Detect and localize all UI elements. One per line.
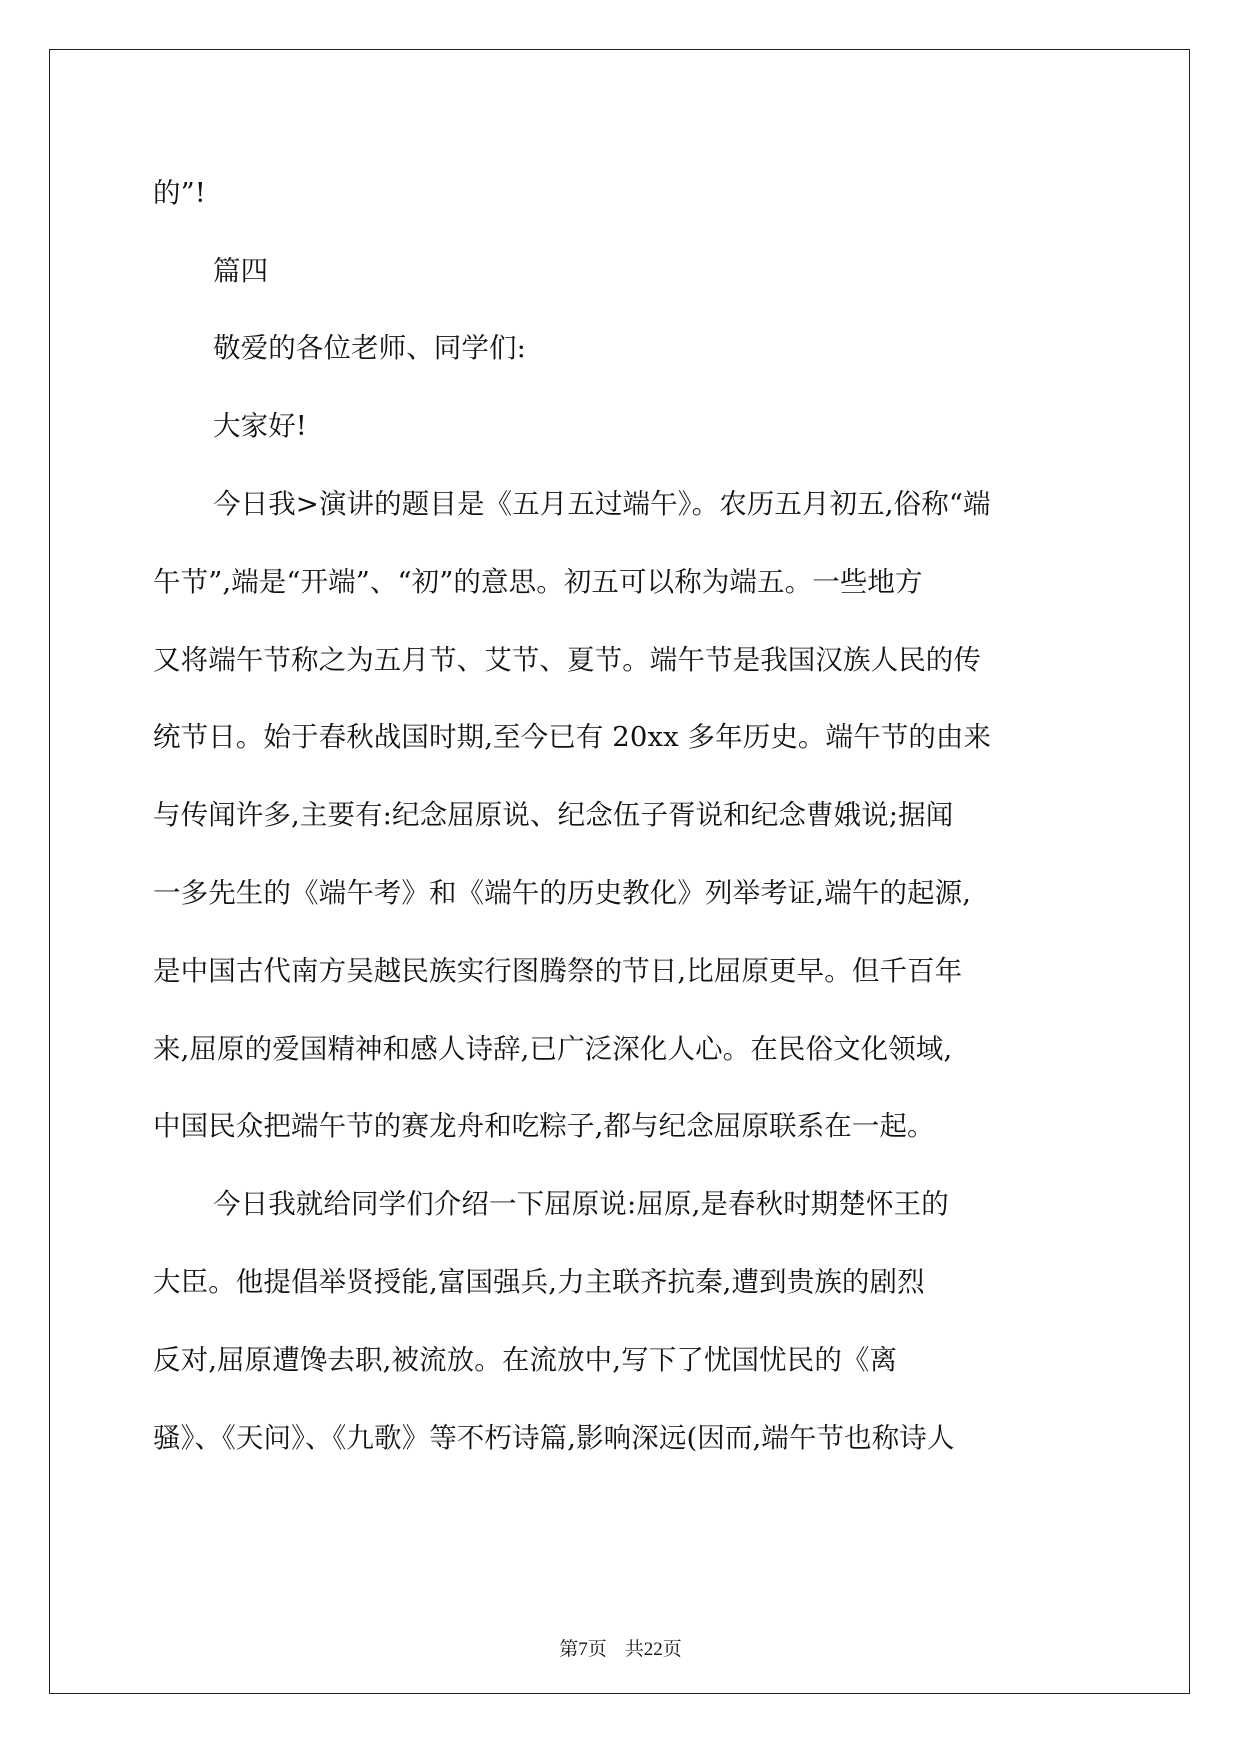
text-line: 来,屈原的爱国精神和感人诗辞,已广泛深化人心。在民俗文化领域,: [153, 1033, 953, 1065]
section-heading: 篇四: [213, 255, 269, 287]
text-line: 今日我>演讲的题目是《五月五过端午》。农历五月初五,俗称“端: [213, 488, 991, 520]
total-pages: 共22页: [624, 1639, 682, 1660]
salutation: 敬爱的各位老师、同学们:: [213, 332, 526, 364]
text-line: 的”!: [153, 177, 206, 209]
text-line: 中国民众把端午节的赛龙舟和吃粽子,都与纪念屈原联系在一起。: [153, 1110, 935, 1142]
text-line: 今日我就给同学们介绍一下屈原说:屈原,是春秋时期楚怀王的: [213, 1188, 949, 1220]
text-line: 统节日。始于春秋战国时期,至今已有 20xx 多年历史。端午节的由来: [153, 721, 992, 753]
page-footer: [0, 1634, 1241, 1661]
text-line: 与传闻许多,主要有:纪念屈原说、纪念伍子胥说和纪念曹娥说;据闻: [153, 799, 954, 831]
text-line: 骚》、《天问》、《九歌》等不朽诗篇,影响深远(因而,端午节也称诗人: [153, 1422, 955, 1454]
current-page: 第7页: [559, 1639, 607, 1660]
text-line: 是中国古代南方吴越民族实行图腾祭的节日,比屈原更早。但千百年: [153, 955, 963, 987]
text-line: 午节”,端是“开端”、“初”的意思。初五可以称为端五。一些地方: [153, 566, 923, 598]
text-line: 大臣。他提倡举贤授能,富国强兵,力主联齐抗秦,遭到贵族的剧烈: [153, 1266, 925, 1298]
text-line: 一多先生的《端午考》和《端午的历史教化》列举考证,端午的起源,: [153, 877, 972, 909]
greeting: 大家好!: [213, 410, 307, 442]
text-line: 反对,屈原遭馋去职,被流放。在流放中,写下了忧国忧民的《离: [153, 1344, 898, 1376]
text-line: 又将端午节称之为五月节、艾节、夏节。端午节是我国汉族人民的传: [153, 644, 981, 676]
